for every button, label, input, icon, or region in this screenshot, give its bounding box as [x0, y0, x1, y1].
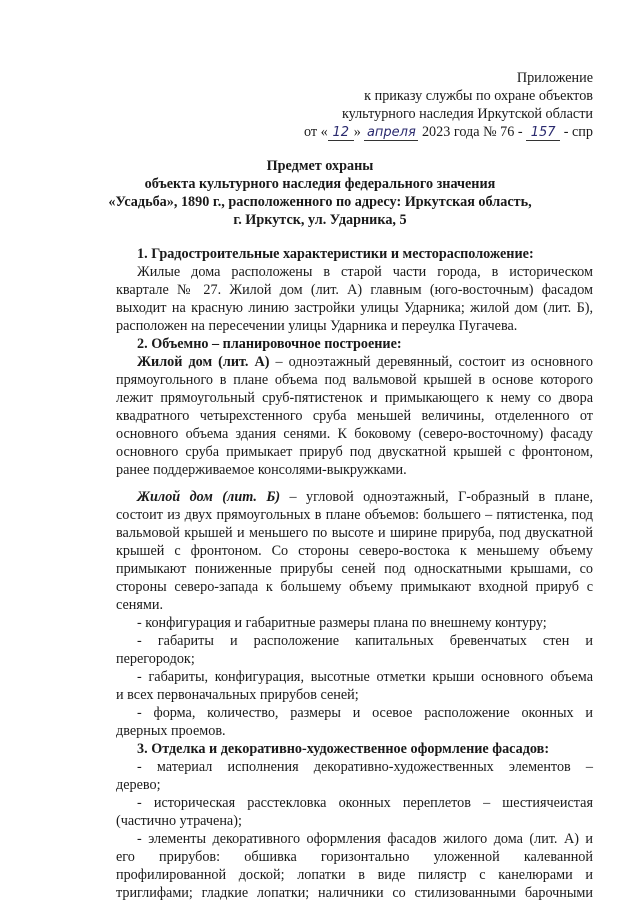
- list-item: - историческая расстекловка оконных переплетов – шестиячеистая: [137, 795, 593, 811]
- date-suffix: 2023 года № 76 -: [421, 124, 523, 140]
- title-line-4: г. Иркутск, ул. Ударника, 5: [233, 212, 407, 228]
- house-b-line: примыкают пониженные прирубы сеней под односкатными крышами, со: [116, 561, 593, 577]
- order-reference-line: к приказу службы по охране объектов: [364, 88, 593, 104]
- house-b-label: Жилой дом (лит. Б): [137, 489, 281, 505]
- title-line-2: объекта культурного наследия федерального значения: [144, 176, 496, 192]
- house-b-line: сенями.: [116, 597, 164, 613]
- list-item-continuation: триглифами; гладкие лопатки; наличники со стилизованными барочными: [116, 885, 593, 901]
- house-b-line: вальмовой крышей и меньшего по высоте и ширине прируба, под двускатной: [116, 525, 593, 541]
- list-item: - элементы декоративного оформления фасадов жилого дома (лит. А) и: [137, 831, 593, 847]
- house-a-line: лежит прямоугольный сруб-пятистенок и примыкающего к нему со двора: [116, 390, 593, 406]
- list-item-continuation: и всех первоначальных прирубов сеней;: [116, 687, 359, 703]
- date-mid: »: [353, 124, 361, 140]
- agency-line: культурного наследия Иркутской области: [341, 106, 593, 122]
- appendix-label: Приложение: [516, 70, 593, 86]
- house-a-line: основного сруба примыкает прируб под двускатной крышей с фронтоном,: [116, 444, 593, 460]
- list-item-continuation: (частично утрачена);: [116, 813, 242, 829]
- house-a-line: ранее поддерживаемое консолями-выкружками.: [116, 462, 407, 478]
- house-a-line: основного объема здания сенями. К боковому (северо-восточному) фасаду: [116, 426, 593, 442]
- house-b-line: состоит из двух прямоугольных в плане объемов: большего – пятистенка, под: [116, 507, 593, 523]
- order-date-line: [304, 124, 593, 141]
- document-title: Предмет охраны: [266, 158, 374, 174]
- list-item: - габариты, конфигурация, высотные отметки крыши основного объема: [137, 669, 593, 685]
- list-item: - габариты и расположение капитальных бревенчатых стен и: [137, 633, 593, 649]
- house-b-intro: – угловой одноэтажный, Г-образный в плане,: [280, 489, 593, 505]
- title-line-3: «Усадьба», 1890 г., расположенного по адресу: Иркутская область,: [108, 194, 532, 210]
- house-a-line: квадратного четырехстенного сруба меньшей величины, отделенного от: [116, 408, 593, 424]
- list-item: - конфигурация и габаритные размеры плана по внешнему контуру;: [137, 615, 547, 631]
- list-item-continuation: профилированной доской; лопатки в виде пилястр с канелюрами и: [116, 867, 593, 883]
- list-item-continuation: дерево;: [116, 777, 161, 793]
- handwritten-day: 12: [328, 126, 354, 141]
- section1-heading: 1. Градостроительные характеристики и месторасположение:: [137, 246, 534, 262]
- section2-heading: 2. Объемно – планировочное построение:: [137, 336, 402, 352]
- section1-line: расположен на пересечении улицы Ударника и переулка Пугачева.: [116, 318, 518, 334]
- house-b-line: стороны северо-запада к большему объему примыкают входной прируб с: [116, 579, 593, 595]
- house-a-label: Жилой дом (лит. А): [137, 354, 270, 370]
- section3-heading: 3. Отделка и декоративно-художественное оформление фасадов:: [137, 741, 550, 757]
- list-item: - форма, количество, размеры и осевое расположение оконных и: [137, 705, 593, 721]
- house-a-line: прямоугольного в плане объема под вальмовой крышей в основе которого: [116, 372, 593, 388]
- list-item: - материал исполнения декоративно-художественных элементов –: [137, 759, 593, 775]
- section1-line: квартале № 27. Жилой дом (лит. А) главным (юго-восточным) фасадом: [116, 282, 593, 298]
- house-b-line: крышей с фронтоном. Со стороны северо-востока к меньшему объему: [116, 543, 593, 559]
- section1-line: Жилые дома расположены в старой части города, в историческом: [137, 264, 593, 280]
- house-a-intro: – одноэтажный деревянный, состоит из основного: [269, 354, 594, 370]
- house-b-first-line: [137, 489, 593, 506]
- list-item-continuation: дверных проемов.: [116, 723, 226, 739]
- house-a-first-line: [137, 354, 593, 371]
- section1-line: выходит на красную линию застройки улицы Ударника; жилой дом (лит. Б),: [116, 300, 593, 316]
- handwritten-number: 157: [526, 126, 560, 141]
- list-item-continuation: перегородок;: [116, 651, 195, 667]
- list-item-continuation: его прирубов: обшивка горизонтально уложенной калеванной: [116, 849, 593, 865]
- number-suffix: - спр: [563, 124, 593, 140]
- date-prefix: от «: [304, 124, 328, 140]
- handwritten-month: апреля: [364, 126, 418, 141]
